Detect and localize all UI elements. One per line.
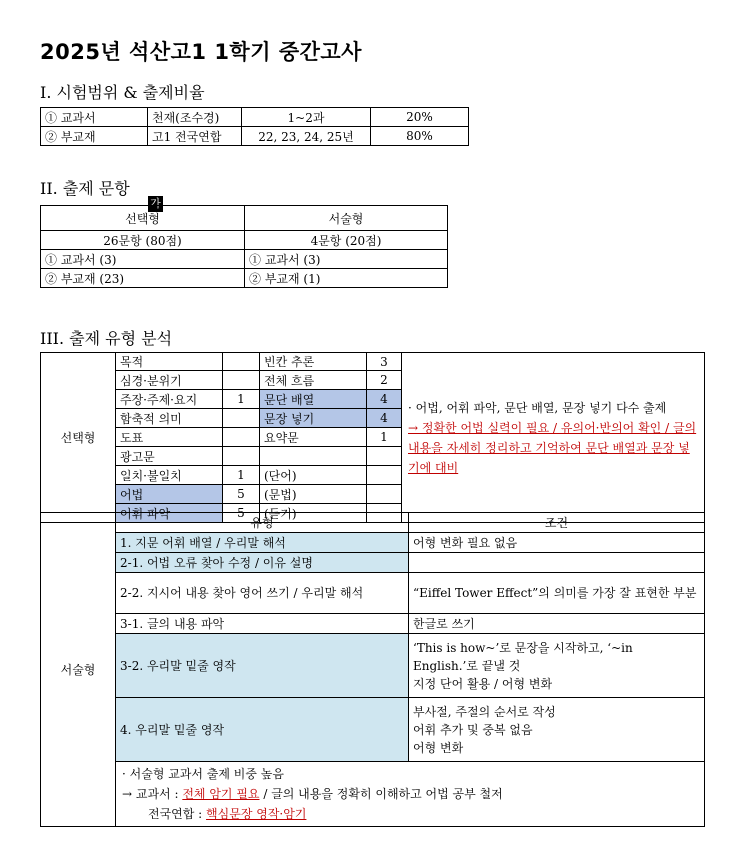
sa-note-3-red: 핵심문장 영작·암기 (206, 807, 307, 821)
sa-note-3-prefix: 전국연합 : (148, 807, 207, 821)
cond-line: 어휘 추가 및 중복 없음 (413, 722, 533, 737)
cell: 1. 지문 어휘 배열 / 우리말 해석 (116, 533, 409, 553)
cell: “Eiffel Tower Effect”의 의미를 가장 잘 표현한 부분 (409, 573, 705, 614)
cell: 광고문 (116, 447, 223, 466)
table-row (41, 698, 705, 762)
cell (260, 447, 367, 466)
cell: 빈칸 추론 (260, 353, 367, 371)
text-cursor-indicator: 가 (148, 196, 163, 212)
question-count-table (40, 205, 448, 288)
cell: 주장·주제·요지 (116, 390, 223, 409)
cell: 4. 우리말 밑줄 영작 (116, 698, 409, 762)
cell: 고1 전국연합 (148, 127, 242, 146)
cond-line: 지정 단어 활용 / 어형 변화 (413, 676, 553, 691)
sa-note-1: · 서술형 교과서 출제 비중 높음 (122, 767, 284, 781)
cell (223, 371, 260, 390)
cell: ② 부교재 (41, 127, 148, 146)
table-row (41, 353, 705, 371)
cell: (단어) (260, 466, 367, 485)
cell: 3-2. 우리말 밑줄 영작 (116, 634, 409, 698)
table-row (41, 573, 705, 614)
cell: 도표 (116, 428, 223, 447)
cell (409, 634, 705, 698)
mc-note-1: · 어법, 어휘 파악, 문단 배열, 문장 넣기 다수 출제 (408, 400, 667, 415)
mc-analysis-table (40, 352, 705, 523)
cell: 전체 흐름 (260, 371, 367, 390)
cell: 어형 변화 필요 없음 (409, 533, 705, 553)
cell: 어휘 파악 (116, 504, 223, 523)
exam-range-table (40, 107, 469, 146)
cell: 서술형 (245, 206, 448, 231)
table-row (41, 513, 705, 533)
cell: ① 교과서 (3) (41, 250, 245, 269)
cell: (문법) (260, 485, 367, 504)
cell: (듣기) (260, 504, 367, 523)
cell (409, 698, 705, 762)
cell: 80% (371, 127, 469, 146)
cell: 1~2과 (242, 108, 371, 127)
cell: 1 (367, 428, 402, 447)
cell: 일치·불일치 (116, 466, 223, 485)
table-row (41, 250, 448, 269)
cell (409, 553, 705, 573)
cell: 목적 (116, 353, 223, 371)
cell: 1 (223, 390, 260, 409)
cell: 요약문 (260, 428, 367, 447)
sa-header-type: 유형 (116, 513, 409, 533)
cell (223, 353, 260, 371)
cell: 5 (223, 485, 260, 504)
table-row (41, 634, 705, 698)
table-row (41, 533, 705, 553)
cell: 심경·분위기 (116, 371, 223, 390)
sa-note-2 (122, 784, 698, 804)
table-row (41, 553, 705, 573)
page-title: 2025년 석산고1 1학기 중간고사 (40, 40, 362, 64)
cell: 1 (223, 466, 260, 485)
table-row (41, 127, 469, 146)
sa-note-2-red: 전체 암기 필요 (182, 787, 260, 801)
cell: 4 (367, 409, 402, 428)
cell: 2-2. 지시어 내용 찾아 영어 쓰기 / 우리말 해석 (116, 573, 409, 614)
mc-note (402, 353, 705, 523)
cond-line: 부사절, 주절의 순서로 작성 (413, 704, 556, 719)
cell: 4 (367, 390, 402, 409)
table-row (41, 614, 705, 634)
cell: ① 교과서 (41, 108, 148, 127)
cell: 문장 넣기 (260, 409, 367, 428)
table-row (41, 762, 705, 827)
mc-note-2: → 정확한 어법 실력이 필요 / 유의어·반의어 확인 / 글의 내용을 자세히 정리하고 기억하여 문단 배열과 문장 넣기에 대비 (408, 420, 697, 475)
cell (367, 485, 402, 504)
cell: ② 부교재 (1) (245, 269, 448, 288)
cell (367, 447, 402, 466)
cell (223, 409, 260, 428)
sa-note-2-rest: / 글의 내용을 정확히 이해하고 어법 공부 철저 (259, 787, 503, 801)
table-row (41, 269, 448, 288)
cell: 2-1. 어법 오류 찾아 수정 / 이유 설명 (116, 553, 409, 573)
cell: 함축적 의미 (116, 409, 223, 428)
cell: 22, 23, 24, 25년 (242, 127, 371, 146)
sa-note-2-prefix: → 교과서 : (122, 787, 183, 801)
cell: 선택형 (41, 206, 245, 231)
cell (223, 428, 260, 447)
cell: 4문항 (20점) (245, 231, 448, 250)
cell: 20% (371, 108, 469, 127)
section-3-heading: III. 출제 유형 분석 (40, 329, 173, 348)
table-row (41, 108, 469, 127)
sa-header-cond: 조건 (409, 513, 705, 533)
cell: 3-1. 글의 내용 파악 (116, 614, 409, 634)
cell: 3 (367, 353, 402, 371)
section-1-heading: I. 시험범위 & 출제비율 (40, 83, 205, 102)
cell: 5 (223, 504, 260, 523)
cell: ② 부교재 (23) (41, 269, 245, 288)
cell: 어법 (116, 485, 223, 504)
sa-analysis-table (40, 512, 705, 827)
cell: ① 교과서 (3) (245, 250, 448, 269)
cell (223, 447, 260, 466)
cell: 천재(조수경) (148, 108, 242, 127)
mc-label: 선택형 (41, 353, 116, 523)
table-row (41, 231, 448, 250)
sa-note (116, 762, 705, 827)
section-2-heading: II. 출제 문항 (40, 179, 130, 198)
table-row (41, 206, 448, 231)
cell: 2 (367, 371, 402, 390)
cell (367, 466, 402, 485)
sa-note-3 (122, 804, 698, 824)
cell: 한글로 쓰기 (409, 614, 705, 634)
sa-label: 서술형 (41, 513, 116, 827)
cell: 문단 배열 (260, 390, 367, 409)
cond-line: 어형 변화 (413, 740, 464, 755)
cell: 26문항 (80점) (41, 231, 245, 250)
cond-line: ‘This is how~’로 문장을 시작하고, ‘~in English.’로 끝낼 것 (413, 640, 633, 673)
